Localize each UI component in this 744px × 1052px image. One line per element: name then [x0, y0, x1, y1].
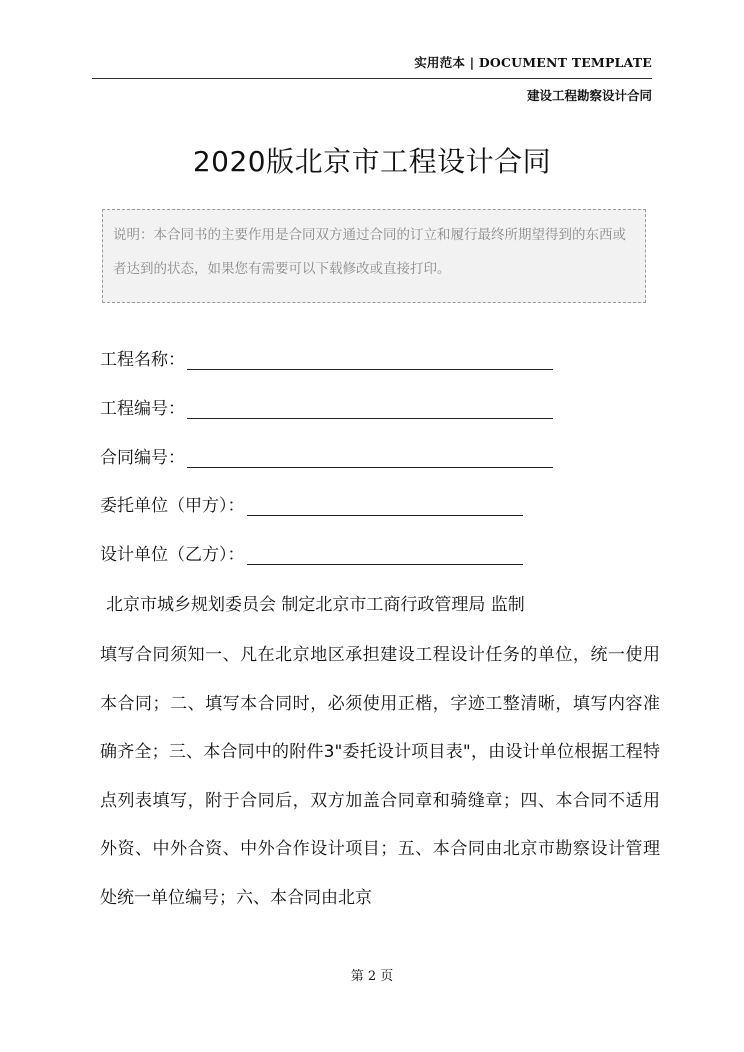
- blank-line[interactable]: [187, 404, 553, 419]
- field-project-number: [100, 394, 553, 419]
- field-label: 设计单位（乙方）：: [100, 545, 245, 565]
- field-label: 工程名称：: [100, 350, 185, 370]
- field-project-name: [100, 345, 553, 370]
- note-box: [102, 209, 646, 303]
- blank-line[interactable]: [247, 501, 523, 516]
- instructions-paragraph: 填写合同须知一、凡在北京地区承担建设工程设计任务的单位，统一使用本合同；二、填写本合同时，必须使用正楷，字迹工整清晰，填写内容准确齐全；三、本合同中的附件3"委托设计项目表"，由设计单位根据工程特点列表填写，附于合同后，双方加盖合同章和骑缝章；四、本合同不适用外资、中外合资、中外合作设计项目；五、本合同由北京市勘察设计管理处统一单位编号；六、本合同由北京: [100, 645, 660, 908]
- note-text: 说明：本合同书的主要作用是合同双方通过合同的订立和履行最终所期望得到的东西或者达到的状态，如果您有需要可以下载修改或直接打印。: [113, 227, 626, 277]
- field-label: 委托单位（甲方）：: [100, 496, 245, 516]
- page-number: 第 2 页: [350, 969, 394, 984]
- field-designer-party: [100, 540, 523, 565]
- field-label: 合同编号：: [100, 448, 185, 468]
- field-label: 工程编号：: [100, 399, 185, 419]
- blank-line[interactable]: [187, 355, 553, 370]
- blank-line[interactable]: [247, 550, 523, 565]
- header-sub-label: 建设工程勘察设计合同: [526, 88, 652, 103]
- field-client-party: [100, 491, 523, 516]
- document-title: 2020版北京市工程设计合同: [192, 145, 552, 178]
- header-divider: [92, 78, 652, 79]
- field-contract-number: [100, 443, 553, 468]
- header-top-label: 实用范本 | DOCUMENT TEMPLATE: [414, 55, 652, 70]
- blank-line[interactable]: [187, 453, 553, 468]
- issuer-line: 北京市城乡规划委员会 制定北京市工商行政管理局 监制: [106, 595, 525, 615]
